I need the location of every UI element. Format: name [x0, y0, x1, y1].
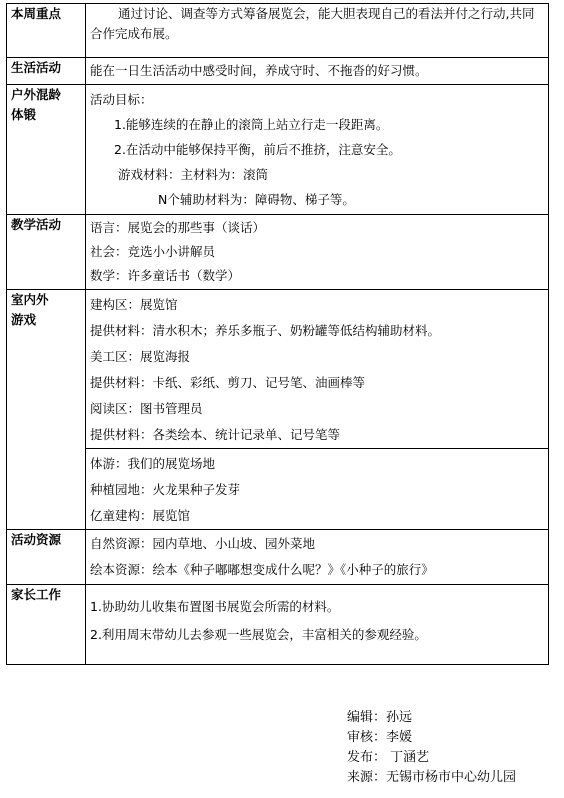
content-line: 种植园地：火龙果种子发芽 [90, 482, 241, 497]
row-label-line: 体锻 [11, 107, 37, 122]
credits-footer [347, 708, 516, 788]
row-label: 家长工作 [7, 585, 86, 665]
row-content [86, 290, 549, 530]
editor-credit: 编辑：孙远 [347, 710, 413, 725]
row-content [86, 530, 549, 585]
content-line: 数学：许多童话书（数学） [90, 268, 241, 283]
content-line: 美工区：展览海报 [90, 349, 191, 364]
row-games [7, 290, 549, 530]
content-line: 阅读区：图书管理员 [90, 401, 203, 416]
row-label: 生活活动 [7, 58, 86, 85]
row-label-line: 户外混龄 [11, 87, 62, 102]
row-resources [7, 530, 549, 585]
row-label [7, 290, 86, 530]
reviewer-credit: 审核：李媛 [347, 730, 413, 745]
content-line: N个辅助材料为：障碍物、梯子等。 [158, 192, 355, 207]
outdoor-games-section [86, 448, 548, 529]
weekly-plan-table [6, 3, 549, 665]
content-line: 提供材料：卡纸、彩纸、剪刀、记号笔、油画棒等 [90, 375, 366, 390]
content-line: 游戏材料：主材料为：滚筒 [118, 167, 269, 182]
row-label: 本周重点 [7, 4, 86, 58]
row-content [86, 85, 549, 215]
row-daily-life [7, 58, 549, 85]
content-line: 2.在活动中能够保持平衡，前后不推挤，注意安全。 [114, 142, 401, 157]
row-content [86, 58, 549, 85]
row-weekly-focus [7, 4, 549, 58]
row-label: 教学活动 [7, 215, 86, 290]
content-line: 1.协助幼儿收集布置图书展览会所需的材料。 [90, 599, 340, 614]
content-line: 体游：我们的展览场地 [90, 456, 216, 471]
content-line: 社会：竞选小小讲解员 [90, 244, 216, 259]
content-line: 自然资源：园内草地、小山坡、园外菜地 [90, 536, 316, 551]
row-content [86, 215, 549, 290]
source-credit: 来源：无锡市杨市中心幼儿园 [347, 770, 517, 785]
content-line: 活动目标： [90, 92, 153, 107]
row-content [86, 585, 549, 665]
publisher-credit: 发布： 丁涵艺 [347, 750, 430, 765]
row-label-line: 游戏 [11, 312, 37, 327]
content-line: 提供材料：清水积木；养乐多瓶子、奶粉罐等低结构辅助材料。 [90, 323, 441, 338]
row-outdoor-exercise [7, 85, 549, 215]
content-line: 建构区：展览馆 [90, 297, 178, 312]
row-teaching [7, 215, 549, 290]
content-line: 能在一日生活活动中感受时间，养成守时、不拖沓的好习惯。 [90, 63, 428, 78]
content-line: 亿童建构：展览馆 [90, 508, 191, 523]
content-line: 1.能够连续的在静止的滚筒上站立行走一段距离。 [114, 117, 389, 132]
row-parent-work [7, 585, 549, 665]
content-line: 提供材料：各类绘本、统计记录单、记号笔等 [90, 427, 341, 442]
content-line: 绘本资源：绘本《种子嘟嘟想变成什么呢？》《小种子的旅行》 [90, 562, 434, 577]
content-line: 2.利用周末带幼儿去参观一些展览会，丰富相关的参观经验。 [90, 627, 427, 642]
content-line: 通过讨论、调查等方式筹备展览会，能大胆表现自己的看法并付之行动,共同合作完成布展。 [90, 6, 535, 41]
row-content [86, 4, 549, 58]
row-label [7, 85, 86, 215]
row-label-line: 室内外 [11, 292, 49, 307]
row-label: 活动资源 [7, 530, 86, 585]
content-line: 语言：展览会的那些事（谈话） [90, 220, 266, 235]
